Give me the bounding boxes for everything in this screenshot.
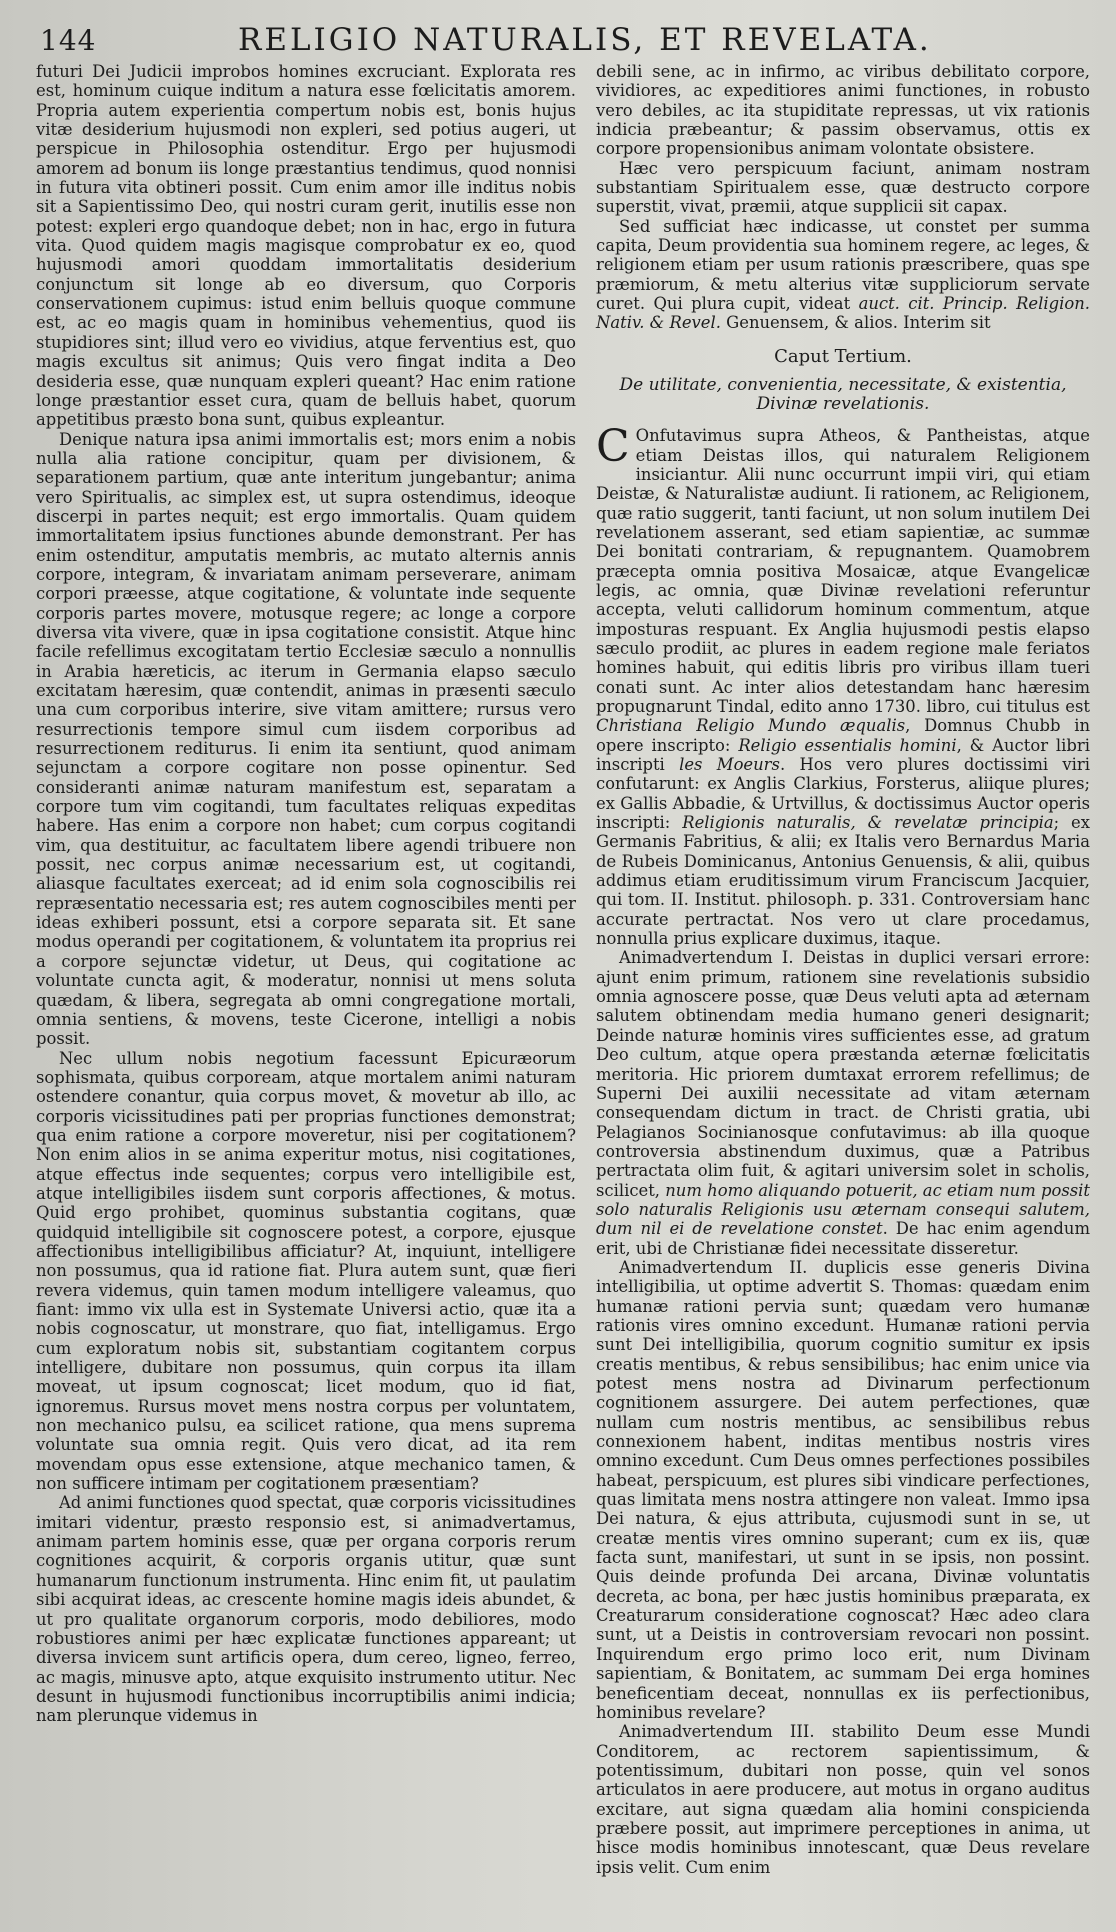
right-column (596, 62, 1090, 1877)
chapter-subtitle: De utilitate, convenientia, necessitate, & existentia, Divinæ revelationis. (619, 375, 1067, 415)
page-header (28, 22, 932, 66)
paragraph: Animadvertendum III. stabilito Deum esse Mundi Conditorem, ac rectorem sapientissimum, & potentissimum, dubitari non posse, quin vel sonos articulatos in aere producere, aut motus in organo auditus excitare, aut signa quædam alia homini conspicienda præbere possit, aut imprimere perceptiones in anima, ut hisce modis hominibus innotescant, quæ Deus revelare ipsis velit. Cum enim (596, 1722, 1090, 1877)
paragraph: Hæc vero perspicuum faciunt, animam nostram substantiam Spiritualem esse, quæ destructo corpore superstit, vivat, præmii, atque supplicii sit capax. (596, 158, 1090, 217)
chapter-title: Caput Tertium. (774, 345, 912, 367)
paragraph: Sed sufficiat hæc indicasse, ut constet per summa capita, Deum providentia sua hominem regere, ac leges, & religionem etiam per usum rationis præscribere, quas spe præmiorum, & metu alterius vitæ suppliciorum servate curet. Qui plura cupit, videat auct. cit. Princip. Religion. Nativ. & Revel. Genuensem, & alios. Interim sit (596, 216, 1090, 333)
left-column (36, 62, 576, 1726)
paragraph: debili sene, ac in infirmo, ac viribus debilitato corpore, vividiores, ac expeditiores animi functiones, in robusto vero debiles, ac ita stupiditate repressas, ut vix rationis indicia præbeantur; & passim observamus, ottis ex corpore propensionibus animam volontate obsistere. (596, 62, 1090, 159)
paragraph: Animadvertendum I. Deistas in duplici versari errore: ajunt enim primum, rationem sine revelationis subsidio omnia agnoscere posse, quæ Deus veluti apta ad æternam salutem obtinendam media humano generi designarit; Deinde naturæ hominis vires sufficientes esse, ad gratum Deo cultum, atque opera præstanda æternæ fœlicitatis meritoria. Hic priorem dumtaxat errorem refellimus; de Superni Dei auxilii necessitate ad vitam æternam consequendam dictum in tract. de Christi gratia, ubi Pelagianos Socinianosque confutavimus: ab illa quoque controversia abstinendum duximus, quæ a Patribus pertractata olim fuit, & agitari universim solet in scholis, scilicet, num homo aliquando potuerit, ac etiam num possit solo naturalis Religionis usu æternam consequi salutem, dum nil ei de revelatione constet. De hac enim agendum erit, ubi de Christianæ fidei necessitate disseretur. (596, 948, 1090, 1258)
paragraph: Nec ullum nobis negotium facessunt Epicuræorum sophismata, quibus corpoream, atque mortalem animi naturam ostendere conantur, quia corpus movet, & movetur ab illo, ac corporis vicissitudines pati per proprias functiones demonstrat; qua enim ratione a corpore moveretur, nisi per cogitationem? Non enim alios in se animа experitur motus, nisi cogitationes, atque effectus inde sequentes; corpus vero intelligibile est, atque intelligibiles iisdem sunt corporis affectiones, & motus. Quid ergo prohibet, quominus substantia cogitans, quæ quidquid intelligibile sit cognoscere potest, a corpore, ejusque affectionibus intelligibilibus afficiatur? At, inquiunt, intelligere non possumus, qua id ratione fiat. Plura autem sunt, quæ fieri revera videmus, quin tamen modum intelligere valeamus, quo fiant: immo vix ulla est in Systemate Universi actio, quæ ita a nobis cognoscatur, ut monstrare, quo fiat, intelligamus. Ergo cum exploratum nobis sit, substantiam cogitantem corpus intelligere, dubitare non possumus, quin corpus ita illam moveat, ut ipsum cognoscat; licet modum, quo id fiat, ignoremus. Rursus movet mens nostra corpus per voluntatem, non mechanico pulsu, ea scilicet ratione, qua mens suprema voluntate sua omnia regit. Quis vero dicat, ad ita rem movendam opus esse extensione, atque mechanico tamen, & non sufficere intimam per cogitationem præsentiam? (36, 1048, 576, 1494)
paragraph: futuri Dei Judicii improbos homines excruciant. Explorata res est, hominum cuique inditum a natura esse fœlicitatis amorem. Propria autem experientia compertum nobis est, bonis hujus vitæ desiderium hujusmodi non expleri, sed potius augeri, ut perspicue in Philosophia ostenditur. Ergo per hujusmodi amorem ad bonum iis longe præstantius tendimus, quod nonnisi in futura vita obtineri possit. Cum enim amor ille inditus nobis sit a Sapientissimo Deo, qui nostri curam gerit, inutilis esse non potest: expleri ergo quandoque debet; non in hac, ergo in futura vita. Quod quidem magis magisque comprobatur ex eo, quod hujusmodi amori quoddam immortalitatis desiderium conjunctum sit longe ab eo diversum, quo Corporis conservationem cupimus: istud enim belluis quoque commune est, ac eo magis quam in hominibus vehementius, quod iis stupidiores sint; illud vero eo vividius, atque ferventius est, quo magis excultus sit animus; Quis vero fingat indita a Deo desideria esse, quæ nunquam expleri queant? Hac enim ratione longe præstantior esset cura, quam de belluis habet, quorum appetitibus præsto bona sunt, quibus expleantur. (36, 62, 576, 430)
running-title: RELIGIO NATURALIS, ET REVELATA. (238, 22, 932, 58)
paragraph: Animadvertendum II. duplicis esse generis Divina intelligibilia, ut optime advertit S. Thomas: quædam enim humanæ rationi pervia sunt; quædam vero humanæ rationis vires omnino excedunt. Humanæ rationi pervia sunt Dei intelligibilia, quorum cognitio sumitur ex ipsis creatis mentibus, & rebus sensibilibus; hac enim unice via potest mens nostra ad Divinarum perfectionum cognitionem assurgere. Dei autem perfectiones, quæ nullam cum nostris mentibus, ac sensibilibus rebus connexionem habent, inditas mentibus nostris vires omnino excedunt. Cum Deus omnes perfectiones possibiles habeat, perspicuum, est plures sibi vindicare perfectiones, quas limitata mens nostra attingere non valeat. Immo ipsa Dei natura, & ejus attributa, cujusmodi sunt in se, ut creatæ mentis vires omnino superant; cum ex iis, quæ facta sunt, manifestari, ut sunt in se ipsis, non possint. Quis deinde profunda Dei arcana, Divinæ voluntatis decreta, ac bona, per hæc justis hominibus præparata, ex Creaturarum consideratione cognoscat? Hæc adeo clara sunt, ut a Deistis in controversiam revocari non possint. Inquirendum ergo primo loco erit, num Divinam sapientiam, & Bonitatem, ac summam Dei erga homines beneficentiam deceat, nonnullas ex iis perfectionibus, hominibus revelare? (596, 1257, 1090, 1722)
paragraph: Denique natura ipsa animi immortalis est; mors enim a nobis nulla alia ratione concipitur, quam per divisionem, & separationem partium, quæ ante interitum jungebantur; anima vero Spiritualis, ac simplex est, ut supra ostendimus, ideoque discerpi in partes nequit; est ergo immortalis. Quam quidem immortalitatem ipsius functiones abunde demonstrant. Per has enim ostenditur, amputatis membris, ac mutato alternis annis corpore, integram, & invariatam animam perseverare, animam corpori præesse, atque cogitatione, & voluntate inde sequente corporis partes movere, motusque regere; ac longe a corpore diversa vita vivere, quæ in ipsa cogitatione consistit. Atque hinc facile refellimus excogitatam tertio Ecclesiæ sæculo a nonnullis in Arabia hæreticis, ac iterum in Germania elapso sæculo excitatam hæresim, quæ contendit, animas in præsenti sæculo una cum corporibus interire, sive vitam amittere; rursus vero resurrectionis tempore simul cum iisdem corporibus ad resurrectionem rediturus. Ii enim ita sentiunt, quod animam sejunctam a corpore cogitare non posse opinentur. Sed consideranti animæ naturam manifestum est, separatam a corpore tum vim cogitandi, tum facultates reliquas expeditas habere. Has enim a corpore non habet; cum corpus cogitandi vim, qua destituitur, ac facultatem libere agendi tribuere non possit, nec corpus animæ necessarium est, ut cogitandi, aliasque facultates exerceat; ad id enim sola cognoscibilis rei repræsentatio necessaria est; res autem cognoscibiles menti per ideas exhiberi possunt, etsi a corpore separata sit. Et sane modus operandi per cogitationem, & voluntatem ita proprius rei a corpore sejunctæ videtur, ut Deus, qui cogitatione ac voluntate cuncta agit, & moderatur, nonnisi ut mens soluta quædam, & libera, segregata ab omni congregatione mortali, omnia sentiens, & movens, teste Cicerone, intelligi a nobis possit. (36, 429, 576, 1049)
paragraph: Ad animi functiones quod spectat, quæ corporis vicissitudines imitari videntur, præsto responsio est, si animadvertamus, animam partem hominis esse, quæ per organa corporis rerum cognitiones acquirit, & corporis organis utitur, quæ sunt humanarum functionum instrumenta. Hinc enim fit, ut paulatim sibi acquirat ideas, ac crescente homine magis ideis abundet, & ut pro qualitate organorum corporis, modo debiliores, modo robustiores animi per hæc explicatæ functiones appareant; ut diversa invicem sunt artificis opera, dum cereo, ligneo, ferreo, ac magis, minusve apto, atque exquisito instrumento utitur. Nec desunt in hujusmodi functionibus incorruptibilis animi indicia; nam plerunque videmus in (36, 1493, 576, 1726)
drop-cap: C (596, 421, 630, 473)
paragraph: C Onfutavimus supra Atheos, & Pantheistas, atque etiam Deistas illos, qui naturalem Religionem insiciantur. Alii nunc occurrunt impii viri, qui etiam Deistæ, & Naturalistæ audiunt. Ii rationem, ac Religionem, quæ ratio suggerit, tanti faciunt, ut non solum inutilem Dei revelationem asserant, sed etiam sapientiæ, ac summæ Dei bonitati contrariam, & repugnantem. Quamobrem præcepta omnia positiva Mosaicæ, atque Evangelicæ legis, ac omnia, quæ Divinæ revelationi referuntur accepta, veluti callidorum hominum commentum, atque imposturas respuant. Ex Anglia hujusmodi pestis elapso sæculo prodiit, ac plures in eadem regione male feriatos homines habuit, qui editis libris pro viribus illam tueri conati sunt. Ac inter alios detestandam hanc hæresim propugnarunt Tindal, edito anno 1730. libro, cui titulus est Christiana Religio Mundo æqualis, Domnus Chubb in opere inscripto: Religio essentialis homini, & Auctor libri inscripti les Moeurs. Hos vero plures doctissimi viri confutarunt: ex Anglis Clarkius, Forsterus, aliique plures; ex Gallis Abbadie, & Urtvillus, & doctissimus Auctor operis inscripti: Religionis naturalis, & revelatæ principia; ex Germanis Fabritius, & alii; ex Italis vero Bernardus Maria de Rubeis Dominicanus, Antonius Genuensis, & alii, quibus addimus etiam eruditissimum virum Franciscum Jacquier, qui tom. II. Institut. philosoph. p. 331. Controversiam hanc accurate pertractat. Nos vero ut clare procedamus, nonnulla prius explicare duximus, itaque. (596, 421, 1091, 949)
page-number: 144 (40, 24, 97, 57)
